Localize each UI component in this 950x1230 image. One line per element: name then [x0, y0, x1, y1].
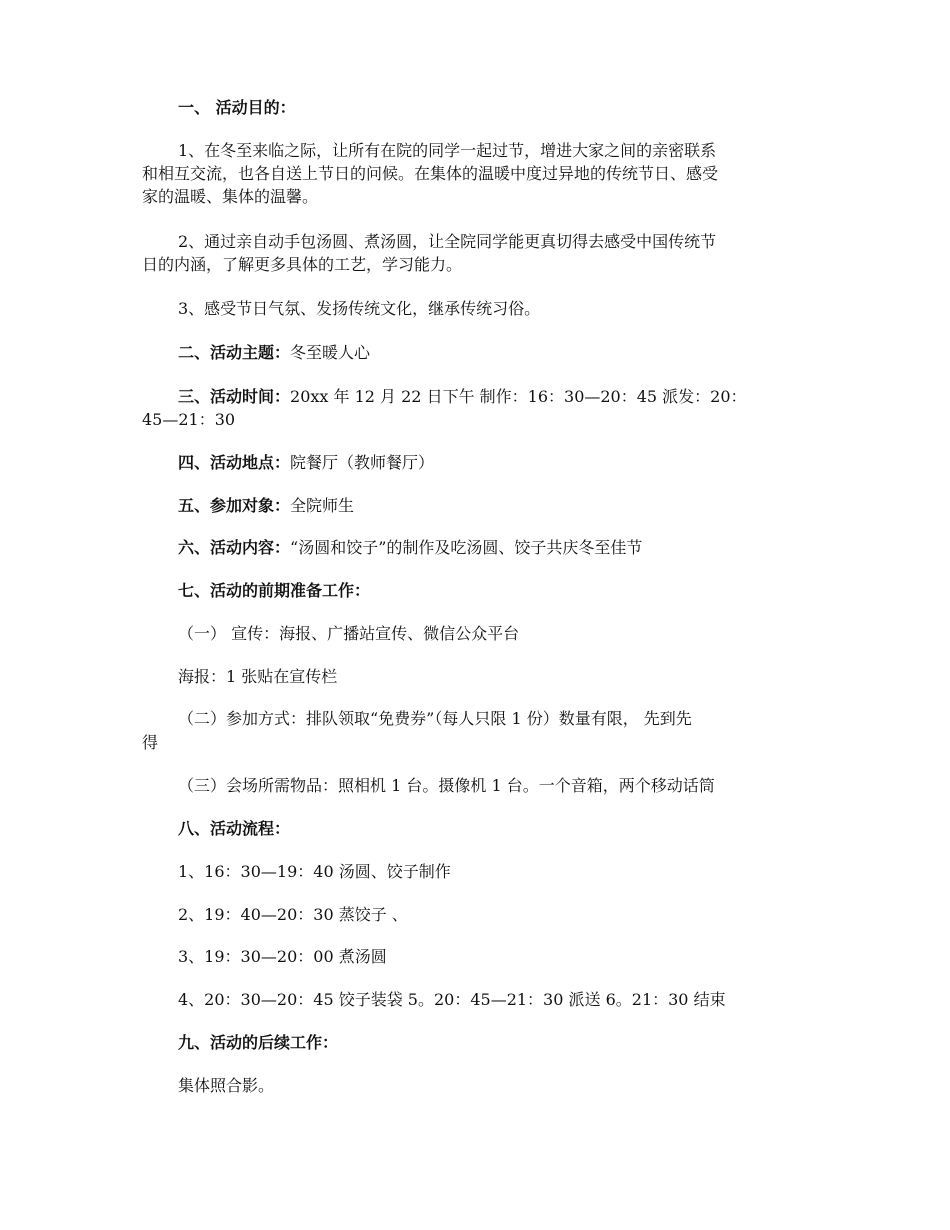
section-4-value: 院餐厅（教师餐厅） [290, 453, 435, 472]
section-2-theme [142, 342, 950, 364]
section-3-continuation: 45—21：30 [142, 410, 236, 429]
section-3-label: 三、活动时间： [178, 387, 291, 406]
paragraph-2-line-2: 日的内涵，了解更多具体的工艺，学习能力。 [142, 255, 463, 274]
section-9-value: 集体照合影。 [178, 1076, 275, 1095]
section-7-item-a: （一） 宣传：海报、广播站宣传、微信公众平台 [178, 624, 520, 643]
section-7-item-b-line-1: （二）参加方式：排队领取“免费券”（每人只限 1 份）数量有限， 先到先 [178, 709, 692, 728]
section-6-value: “汤圆和饺子”的制作及吃汤圆、饺子共庆冬至佳节 [290, 538, 643, 557]
paragraph-3: 3、感受节日气氛、发扬传统文化，继承传统习俗。 [178, 299, 541, 318]
section-5-participants [142, 495, 950, 517]
section-7-poster: 海报：1 张贴在宣传栏 [178, 667, 338, 686]
section-6-label: 六、活动内容： [178, 538, 291, 557]
section-1-heading: 一、 活动目的： [178, 98, 296, 117]
section-4-label: 四、活动地点： [178, 453, 291, 472]
section-7-heading: 七、活动的前期准备工作： [178, 581, 371, 600]
section-5-label: 五、参加对象： [178, 496, 291, 515]
paragraph-1-line-1: 1、在冬至来临之际，让所有在院的同学一起过节，增进大家之间的亲密联系 [178, 141, 717, 160]
section-2-value: 冬至暖人心 [290, 343, 371, 362]
section-3-value: 20xx 年 12 月 22 日下午 制作：16：30—20：45 派发：20： [290, 387, 747, 406]
section-6-content [142, 537, 950, 559]
paragraph-1-line-3: 家的温暖、集体的温馨。 [142, 187, 319, 206]
paragraph-1-line-2: 和相互交流，也各自送上节日的问候。在集体的温暖中度过异地的传统节日、感受 [142, 164, 719, 183]
section-5-value: 全院师生 [290, 496, 355, 515]
section-7-item-b-line-2: 得 [142, 733, 159, 752]
section-4-location [142, 452, 950, 474]
section-8-step-3: 3、19：30—20：00 煮汤圆 [178, 947, 387, 966]
section-9-heading: 九、活动的后续工作： [178, 1033, 339, 1052]
section-8-step-1: 1、16：30—19：40 汤圆、饺子制作 [178, 862, 451, 881]
section-2-label: 二、活动主题： [178, 343, 291, 362]
paragraph-2-line-1: 2、通过亲自动手包汤圆、煮汤圆，让全院同学能更真切得去感受中国传统节 [178, 232, 717, 251]
section-8-step-2: 2、19：40—20：30 蒸饺子 、 [178, 905, 408, 924]
section-7-item-c: （三）会场所需物品：照相机 1 台。摄像机 1 台。一个音箱，两个移动话筒 [178, 776, 715, 795]
section-8-step-4: 4、20：30—20：45 饺子装袋 5。20：45—21：30 派送 6。21：30 结束 [178, 990, 726, 1009]
section-8-heading: 八、活动流程： [178, 819, 291, 838]
section-3-time [142, 386, 950, 408]
